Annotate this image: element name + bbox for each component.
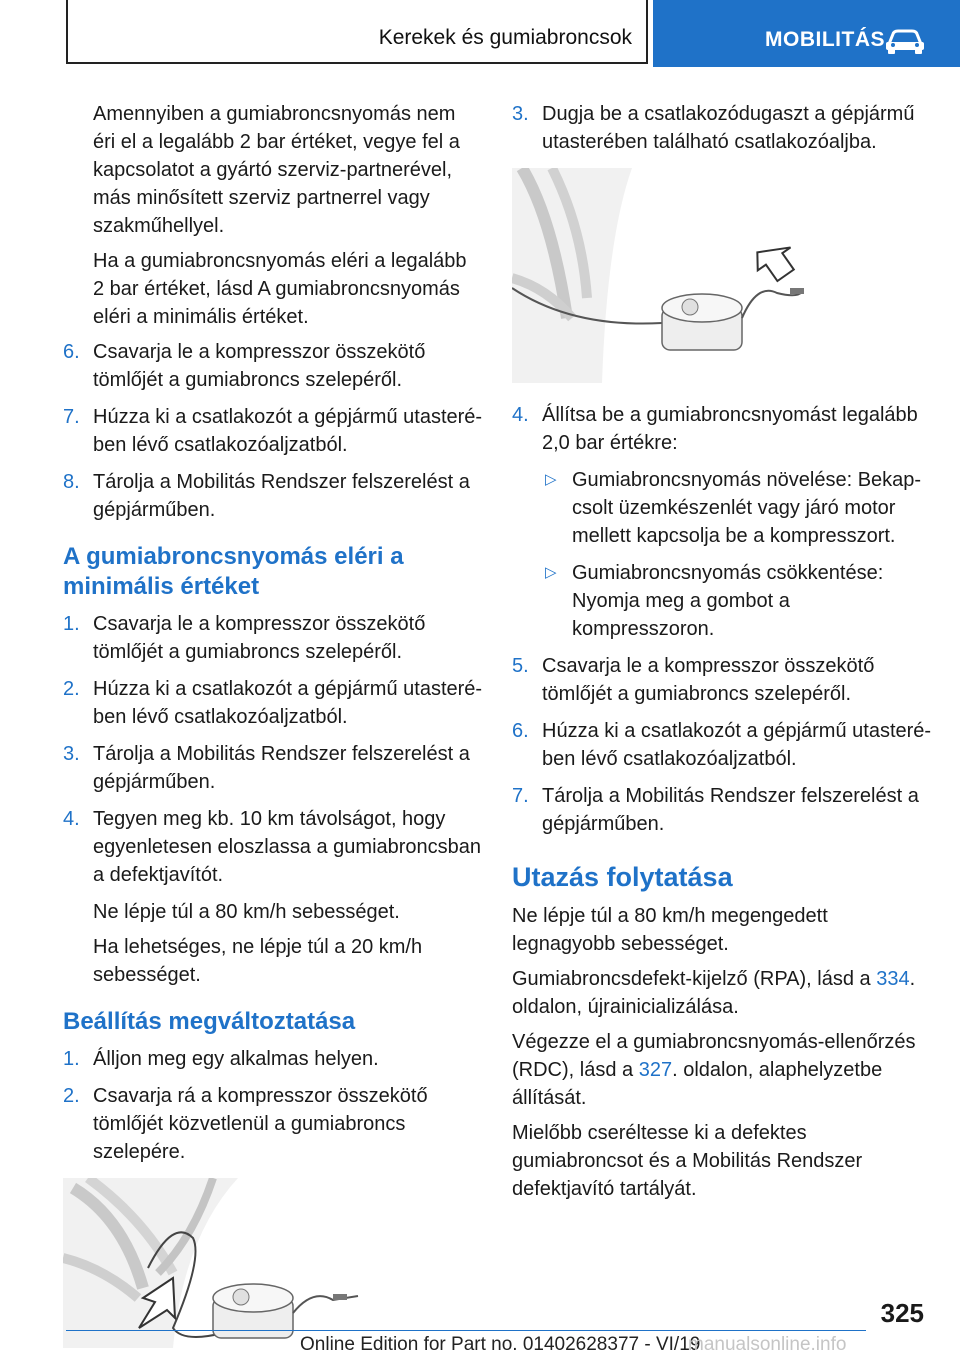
- step-number: 1.: [63, 1048, 80, 1070]
- step-number: 3.: [512, 103, 529, 125]
- step-text: Húzza ki a csatlakozót a gépjármű utasterében lévő csatlakozóaljzatból.: [93, 678, 483, 728]
- paragraph: Ne lépje túl a 80 km/h megengedett legnagyobb sebességet.: [512, 905, 828, 955]
- step-text: Állítsa be a gumiabroncsnyomást legalább 2,0 bar értékre:: [542, 404, 918, 454]
- step-text: Húzza ki a csatlakozót a gépjármű utasterében lévő csatlakozóaljzatból.: [542, 720, 932, 770]
- step-text: Csavarja le a kompresszor összekötő tömlőjét a gumiabroncs szelepéről.: [542, 655, 875, 705]
- step-text: Tárolja a Mobilitás Rendszer felszerelést a gépjárműben.: [93, 743, 470, 793]
- list-item: [63, 338, 483, 394]
- step-text: Csavarja rá a kompresszor összekötő tömlőjét közvetlenül a gumiabroncs szelepére.: [93, 1085, 428, 1163]
- step-number: 4.: [63, 808, 80, 830]
- triangle-bullet-icon: ▷: [545, 564, 557, 581]
- sub-text: Gumiabroncsnyomás csökkentése: Nyomja meg a gombot a kompresszoron.: [572, 562, 884, 640]
- list-item: [63, 805, 483, 889]
- step-text: Húzza ki a csatlakozót a gépjármű utasterében lévő csatlakozóaljzatból.: [93, 406, 483, 456]
- step-number: 6.: [512, 720, 529, 742]
- step-number: 2.: [63, 678, 80, 700]
- step-number: 5.: [512, 655, 529, 677]
- compressor-illustration: [63, 1178, 363, 1348]
- section-heading: Beállítás megváltoztatása: [63, 1008, 356, 1035]
- chapter-tab: [653, 0, 960, 67]
- step-number: 6.: [63, 341, 80, 363]
- step-number: 8.: [63, 471, 80, 493]
- list-item: [512, 401, 932, 457]
- intro-paragraph: Ha a gumiabroncsnyomás eléri a legalább 2 bar értéket, lásd A gumiabroncsnyomás eléri a minimális értéket.: [93, 250, 467, 328]
- left-column: [63, 100, 483, 1366]
- list-item: [512, 652, 932, 708]
- list-item: [63, 1045, 483, 1073]
- step-number: 7.: [63, 406, 80, 428]
- page-link-327[interactable]: 327: [638, 1059, 673, 1081]
- section-heading: A gumiabroncsnyomás eléri a minimális értéket: [63, 543, 404, 600]
- step-text: Dugja be a csatlakozódugaszt a gépjármű utasterében található csatlakozóaljba.: [542, 103, 915, 153]
- step-number: 2.: [63, 1085, 80, 1107]
- right-column: [512, 100, 932, 1210]
- list-item: [63, 468, 483, 524]
- note-paragraph: Ha lehetséges, ne lépje túl a 20 km/h sebességet.: [93, 936, 423, 986]
- footer-divider: [66, 1330, 866, 1331]
- paragraph: Mielőbb cseréltesse ki a defektes gumiabroncsot és a Mobilitás Rendszer defektjavító tartályát.: [512, 1122, 863, 1200]
- step-text: Álljon meg egy alkalmas helyen.: [93, 1048, 379, 1070]
- list-item: [63, 740, 483, 796]
- paragraph: Gumiabroncsdefekt-kijelző (RPA), lásd a 334. oldalon, újrainicializálása.: [512, 968, 916, 1018]
- chapter-title: MOBILITÁS: [765, 28, 885, 51]
- paragraph: Végezze el a gumiabroncsnyomás-ellenőrzés (RDC), lásd a 327. oldalon, alaphelyzetbe állítását.: [512, 1031, 916, 1109]
- sub-text: Gumiabroncsnyomás növelése: Bekapcsolt üzemkészenlét vagy járó motor mellett kapcsolja be a kompresszort.: [572, 469, 922, 547]
- list-item: [63, 403, 483, 459]
- section-title: Kerekek és gumiabroncsok: [378, 26, 632, 49]
- header-section-box: [66, 0, 648, 64]
- step-text: Tárolja a Mobilitás Rendszer felszerelést a gépjárműben.: [93, 471, 470, 521]
- list-item: [63, 1082, 483, 1166]
- step-text: Tárolja a Mobilitás Rendszer felszerelést a gépjárműben.: [542, 785, 919, 835]
- step-number: 7.: [512, 785, 529, 807]
- intro-paragraph: Amennyiben a gumiabroncsnyomás nem éri el a legalább 2 bar értéket, vegye fel a kapcsolatot a gyártó szerviz-partnerével, más minősített szerviz partnerrel vagy szakműhellyel.: [93, 103, 460, 237]
- step-text: Csavarja le a kompresszor összekötő tömlőjét a gumiabroncs szelepéről.: [93, 613, 426, 663]
- edition-text: Online Edition for Part no. 01402628377 - VI/19: [300, 1334, 701, 1355]
- plug-illustration: [512, 168, 812, 383]
- step-number: 3.: [63, 743, 80, 765]
- step-number: 4.: [512, 404, 529, 426]
- triangle-bullet-icon: ▷: [545, 471, 557, 488]
- sub-item: [512, 559, 932, 643]
- car-icon: [885, 28, 925, 54]
- list-item: [512, 717, 932, 773]
- page-number: 325: [880, 1298, 924, 1328]
- step-number: 1.: [63, 613, 80, 635]
- list-item: [63, 610, 483, 666]
- list-item: [512, 100, 932, 156]
- list-item: [63, 675, 483, 731]
- note-paragraph: Ne lépje túl a 80 km/h sebességet.: [93, 901, 400, 923]
- watermark: manualsonline.info: [688, 1334, 847, 1355]
- list-item: [512, 782, 932, 838]
- section-heading: Utazás folytatása: [512, 862, 733, 892]
- step-text: Csavarja le a kompresszor összekötő tömlőjét a gumiabroncs szelepéről.: [93, 341, 426, 391]
- step-text: Tegyen meg kb. 10 km távolságot, hogy egyenletesen eloszlassa a gumiabroncsban a defektjavítót.: [93, 808, 482, 886]
- sub-item: [512, 466, 932, 550]
- page-link-334[interactable]: 334: [876, 968, 910, 990]
